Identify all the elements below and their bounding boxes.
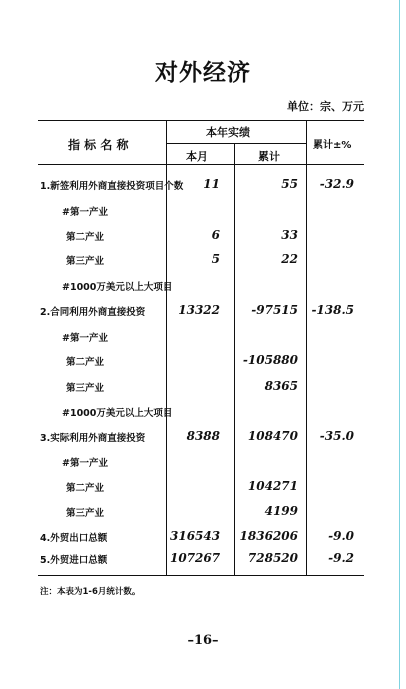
row-label: 第三产业 xyxy=(66,508,105,519)
cell-cumulative: 104271 xyxy=(247,479,298,493)
header-bottom-border xyxy=(38,164,364,165)
cell-month: 6 xyxy=(211,228,220,242)
row-label: #第一产业 xyxy=(62,458,108,469)
cell-cumulative: 33 xyxy=(281,228,298,242)
row-label: 5.外贸进口总额 xyxy=(40,555,108,566)
unit-label: 单位：宗、万元 xyxy=(287,100,364,113)
cell-month: 11 xyxy=(203,177,220,191)
table-top-border xyxy=(38,120,364,121)
row-label: 第二产业 xyxy=(66,483,105,494)
col-divider-3 xyxy=(306,120,307,575)
row-label: 1.新签利用外商直接投资项目个数 xyxy=(40,181,184,192)
row-label: 2.合同利用外商直接投资 xyxy=(40,307,146,318)
page-number: –16– xyxy=(187,633,219,648)
cell-cumulative: 728520 xyxy=(247,551,298,565)
row-label: 第二产业 xyxy=(66,357,105,368)
header-cumulative-change: 累计±% xyxy=(313,140,352,151)
cell-pct: -9.2 xyxy=(328,551,354,565)
footnote: 注：本表为1-6月统计数。 xyxy=(40,587,141,597)
page-edge xyxy=(399,0,400,689)
cell-cumulative: 22 xyxy=(281,252,298,266)
cell-month: 5 xyxy=(211,252,220,266)
row-label: 4.外贸出口总额 xyxy=(40,533,108,544)
cell-cumulative: 55 xyxy=(281,177,298,191)
header-indicator: 指 标 名 称 xyxy=(68,138,129,152)
page-title: 对外经济 xyxy=(155,60,251,86)
header-this-month: 本月 xyxy=(186,150,208,163)
cell-pct: -138.5 xyxy=(311,303,354,317)
cell-cumulative: 108470 xyxy=(247,429,298,443)
cell-cumulative: -97515 xyxy=(251,303,298,317)
header-cumulative: 累计 xyxy=(258,150,280,163)
cell-month: 8388 xyxy=(186,429,220,443)
cell-pct: -9.0 xyxy=(328,529,354,543)
cell-cumulative: -105880 xyxy=(242,353,298,367)
cell-cumulative: 1836206 xyxy=(239,529,298,543)
row-label: #第一产业 xyxy=(62,333,108,344)
header-mid-rule xyxy=(166,143,306,144)
table-bottom-border xyxy=(38,575,364,576)
col-divider-2 xyxy=(234,143,235,575)
cell-month: 316543 xyxy=(170,529,221,543)
row-label: #1000万美元以上大项目 xyxy=(62,408,173,419)
cell-pct: -35.0 xyxy=(319,429,354,443)
cell-pct: -32.9 xyxy=(319,177,354,191)
header-year-actual: 本年实绩 xyxy=(206,126,250,139)
row-label: 第三产业 xyxy=(66,256,105,267)
cell-month: 13322 xyxy=(178,303,220,317)
row-label: 3.实际利用外商直接投资 xyxy=(40,433,146,444)
cell-cumulative: 8365 xyxy=(264,379,298,393)
row-label: 第二产业 xyxy=(66,232,105,243)
cell-month: 107267 xyxy=(170,551,221,565)
row-label: #第一产业 xyxy=(62,207,108,218)
row-label: 第三产业 xyxy=(66,383,105,394)
row-label: #1000万美元以上大项目 xyxy=(62,282,173,293)
cell-cumulative: 4199 xyxy=(264,504,298,518)
